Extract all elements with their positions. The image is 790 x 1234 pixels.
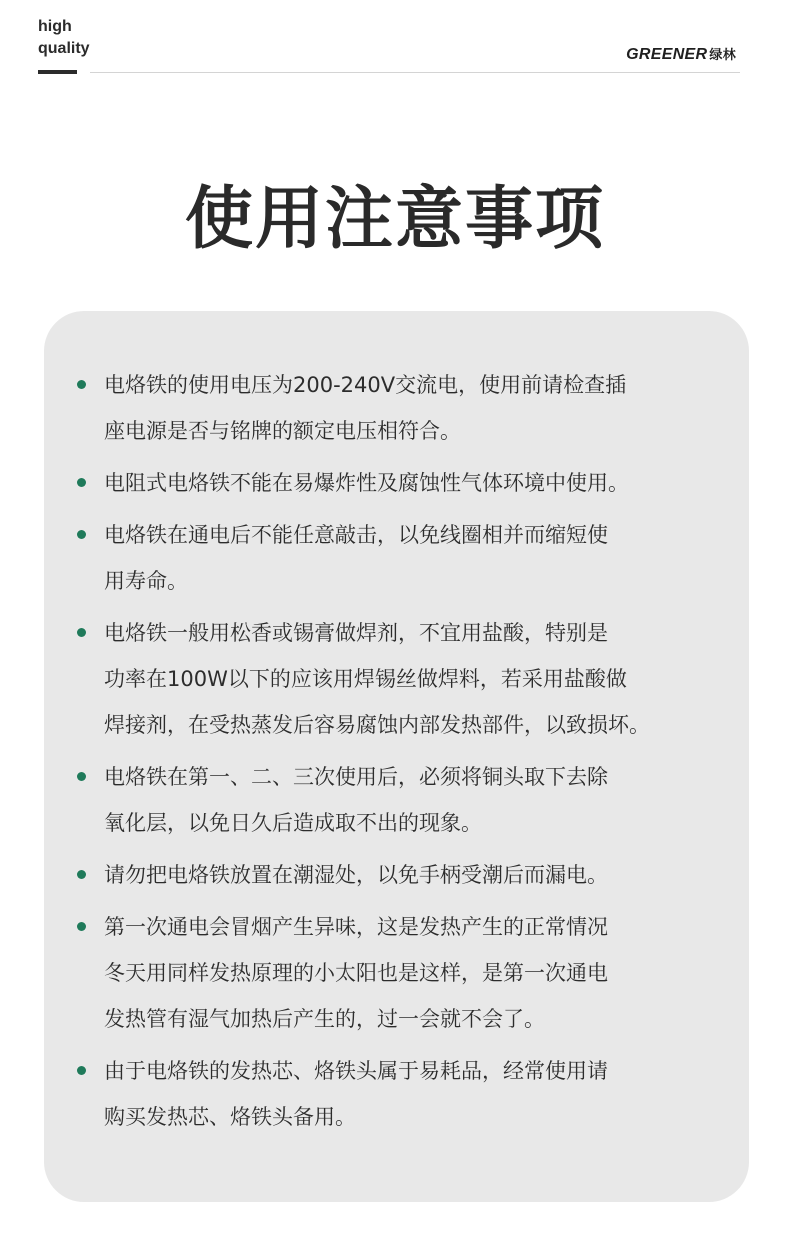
bullet-dot-icon — [77, 628, 86, 637]
bullet-dot-icon — [77, 1066, 86, 1075]
note-text-line: 用寿命。 — [104, 569, 188, 593]
note-text-line: 请勿把电烙铁放置在潮湿处，以免手柄受潮后而漏电。 — [104, 863, 608, 887]
header-divider — [90, 72, 740, 73]
note-item — [104, 362, 744, 454]
badge-underline — [38, 70, 77, 74]
notes-list — [104, 362, 744, 1146]
note-text-line: 功率在100W以下的应该用焊锡丝做焊料，若采用盐酸做 — [104, 667, 627, 691]
quality-badge — [38, 16, 90, 60]
note-text-line: 电烙铁的使用电压为200-240V交流电，使用前请检查插 — [104, 373, 627, 397]
note-item — [104, 852, 744, 898]
bullet-dot-icon — [77, 870, 86, 879]
bullet-dot-icon — [77, 478, 86, 487]
brand-name-en: GREENER — [626, 46, 708, 63]
bullet-dot-icon — [77, 380, 86, 389]
note-text-line: 发热管有湿气加热后产生的，过一会就不会了。 — [104, 1007, 545, 1031]
note-text-line: 购买发热芯、烙铁头备用。 — [104, 1105, 356, 1129]
brand-logo — [626, 45, 736, 66]
note-item — [104, 754, 744, 846]
note-item — [104, 512, 744, 604]
brand-name-cn: 绿林 — [709, 48, 736, 63]
note-item — [104, 460, 744, 506]
note-text-line: 座电源是否与铭牌的额定电压相符合。 — [104, 419, 461, 443]
note-text-line: 电烙铁在通电后不能任意敲击，以免线圈相并而缩短使 — [104, 523, 608, 547]
note-item — [104, 904, 744, 1042]
note-item — [104, 610, 744, 748]
note-item — [104, 1048, 744, 1140]
note-text-line: 焊接剂，在受热蒸发后容易腐蚀内部发热部件，以致损坏。 — [104, 713, 650, 737]
note-text-line: 电烙铁在第一、二、三次使用后，必须将铜头取下去除 — [104, 765, 608, 789]
page-title: 使用注意事项 — [184, 180, 605, 259]
note-text-line: 由于电烙铁的发热芯、烙铁头属于易耗品，经常使用请 — [104, 1059, 608, 1083]
note-text-line: 冬天用同样发热原理的小太阳也是这样，是第一次通电 — [104, 961, 608, 985]
badge-line-2: quality — [38, 40, 90, 57]
bullet-dot-icon — [77, 530, 86, 539]
note-text-line: 电阻式电烙铁不能在易爆炸性及腐蚀性气体环境中使用。 — [104, 471, 629, 495]
badge-line-1: high — [38, 18, 72, 35]
bullet-dot-icon — [77, 922, 86, 931]
note-text-line: 氧化层，以免日久后造成取不出的现象。 — [104, 811, 482, 835]
bullet-dot-icon — [77, 772, 86, 781]
note-text-line: 电烙铁一般用松香或锡膏做焊剂，不宜用盐酸，特别是 — [104, 621, 608, 645]
note-text-line: 第一次通电会冒烟产生异味，这是发热产生的正常情况 — [104, 915, 608, 939]
